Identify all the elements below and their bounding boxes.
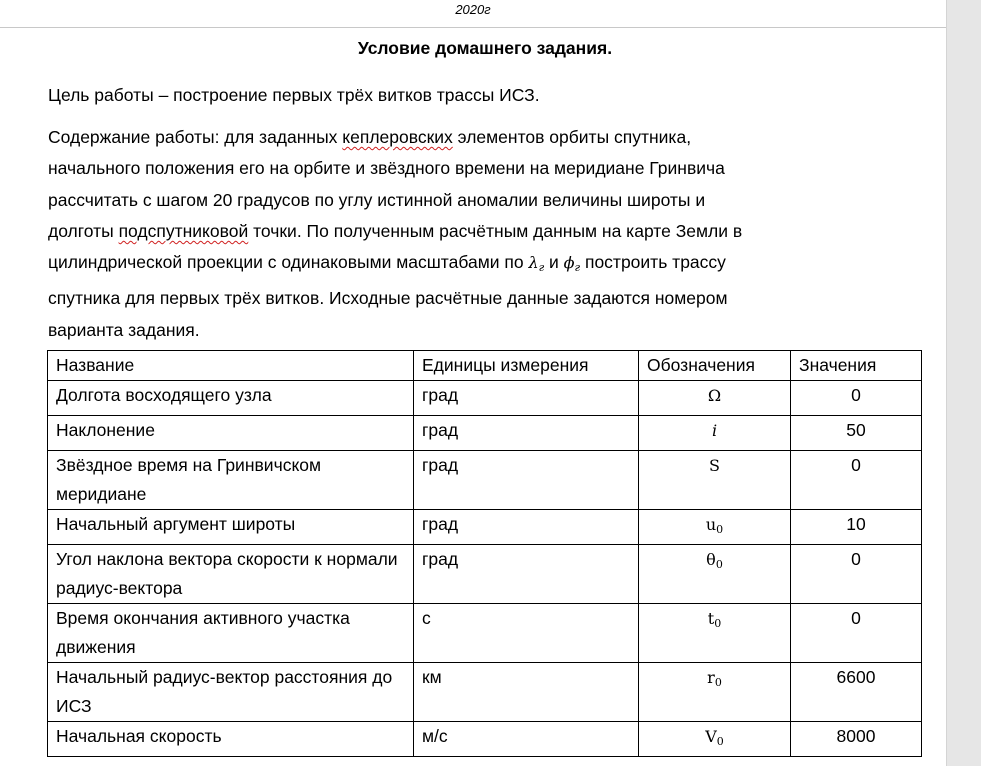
table-row	[48, 416, 922, 451]
header-divider	[0, 27, 946, 28]
text: построить трассу	[580, 252, 726, 273]
param-symbol: $V_0$	[639, 722, 791, 757]
text: Содержание работы: для заданных	[48, 127, 343, 147]
param-symbol: $r_0$	[639, 663, 791, 722]
table-header-row	[48, 351, 922, 381]
table-row	[48, 604, 922, 663]
param-unit: град	[414, 381, 639, 416]
param-symbol: Ω	[639, 381, 791, 416]
paragraph-line: рассчитать с шагом 20 градусов по углу истинной аномалии величины широты и	[48, 189, 706, 210]
param-unit: град	[414, 416, 639, 451]
text: и	[544, 252, 564, 273]
vertical-scrollbar[interactable]	[946, 0, 981, 766]
document-title: Условие домашнего задания.	[357, 38, 613, 58]
content-paragraph	[48, 122, 742, 346]
text: точки. По полученным расчётным данным на карте Земли в	[248, 220, 743, 241]
phi-symbol: $\phi_г$	[563, 253, 581, 275]
param-symbol: $u_0$	[639, 510, 791, 545]
param-unit: град	[414, 545, 639, 604]
param-symbol: $t_0$	[639, 604, 791, 663]
paragraph-line	[48, 216, 742, 247]
param-value: 0	[791, 545, 922, 604]
param-name: Начальный радиус-вектор расстояния до ИСЗ	[48, 663, 414, 722]
header-cell: Название	[48, 351, 414, 381]
param-value: 0	[791, 451, 922, 510]
table-row	[48, 381, 922, 416]
table-row	[48, 451, 922, 510]
paragraph-line	[48, 247, 742, 283]
table-row	[48, 545, 922, 604]
param-value: 0	[791, 604, 922, 663]
param-unit: с	[414, 604, 639, 663]
goal-paragraph: Цель работы – построение первых трёх витков трассы ИСЗ.	[48, 85, 540, 105]
parameters-table	[47, 350, 922, 757]
param-name: Начальная скорость	[48, 722, 414, 757]
text: цилиндрической проекции с одинаковыми масштабами по	[48, 252, 529, 273]
param-unit: км	[414, 663, 639, 722]
paragraph-line: начального положения его на орбите и звёздного времени на меридиане Гринвича	[48, 158, 725, 179]
text: долготы	[48, 220, 119, 241]
page-header-year: 2020г	[455, 2, 491, 17]
paragraph-line	[48, 122, 742, 153]
param-value: 0	[791, 381, 922, 416]
param-name: Угол наклона вектора скорости к нормали радиус-вектора	[48, 545, 414, 604]
spellcheck-word[interactable]: кеплеровских	[342, 127, 453, 147]
param-name: Время окончания активного участка движения	[48, 604, 414, 663]
param-value: 8000	[791, 722, 922, 757]
table-row	[48, 722, 922, 757]
param-name: Звёздное время на Гринвичском меридиане	[48, 451, 414, 510]
lambda-symbol: $\lambda_г$	[528, 253, 545, 275]
spellcheck-word[interactable]: подспутниковой	[118, 220, 249, 241]
param-unit: м/с	[414, 722, 639, 757]
text: элементов орбиты спутника,	[452, 127, 692, 147]
paragraph-line: спутника для первых трёх витков. Исходные расчётные данные задаются номером	[48, 288, 728, 309]
param-symbol: S	[639, 451, 791, 510]
param-unit: град	[414, 510, 639, 545]
param-symbol: $\theta_0$	[639, 545, 791, 604]
param-value: 50	[791, 416, 922, 451]
param-name: Наклонение	[48, 416, 414, 451]
param-unit: град	[414, 451, 639, 510]
header-cell: Обозначения	[639, 351, 791, 381]
param-name: Долгота восходящего узла	[48, 381, 414, 416]
table-row	[48, 510, 922, 545]
param-name: Начальный аргумент широты	[48, 510, 414, 545]
param-value: 10	[791, 510, 922, 545]
paragraph-line: варианта задания.	[48, 319, 200, 340]
param-symbol: i	[639, 416, 791, 451]
header-cell: Значения	[791, 351, 922, 381]
table-row	[48, 663, 922, 722]
header-cell: Единицы измерения	[414, 351, 639, 381]
param-value: 6600	[791, 663, 922, 722]
